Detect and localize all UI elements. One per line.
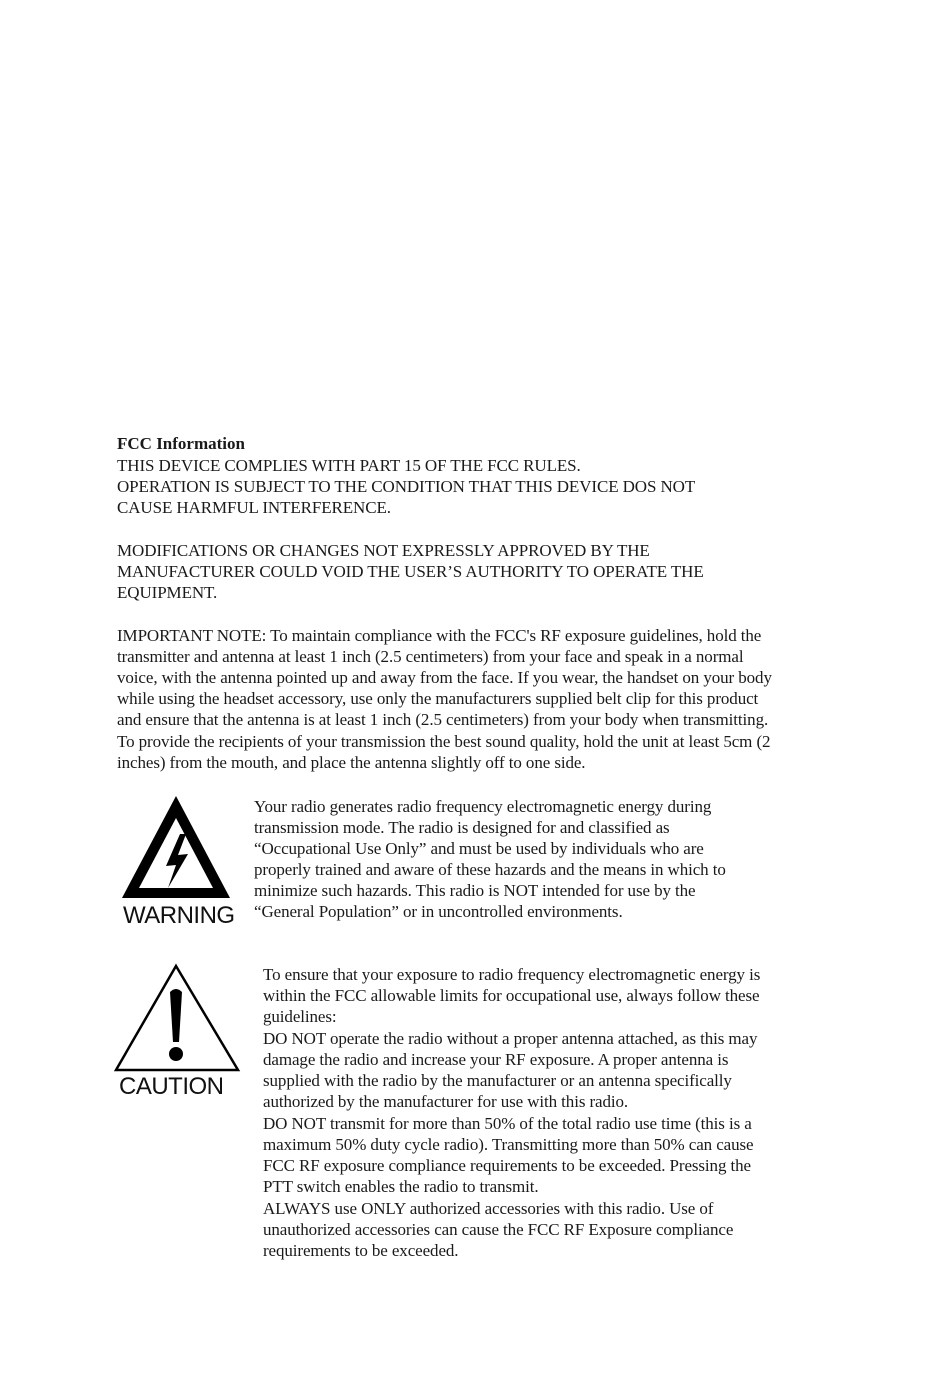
- caution-line: supplied with the radio by the manufacturer or an antenna specifically: [263, 1071, 732, 1090]
- caution-icon-label: CAUTION: [119, 1073, 224, 1100]
- fcc-information-title: FCC Information: [117, 434, 245, 453]
- caution-line: unauthorized accessories can cause the FCC RF Exposure compliance: [263, 1220, 734, 1239]
- caution-line: DO NOT transmit for more than 50% of the total radio use time (this is a: [263, 1114, 752, 1133]
- warning-line: “Occupational Use Only” and must be used by individuals who are: [254, 839, 704, 858]
- caution-line: authorized by the manufacturer for use with this radio.: [263, 1092, 629, 1111]
- important-note-line: transmitter and antenna at least 1 inch (2.5 centimeters) from your face and speak in a normal: [117, 647, 744, 666]
- compliance-line: OPERATION IS SUBJECT TO THE CONDITION THAT THIS DEVICE DOS NOT: [117, 477, 696, 496]
- caution-line: FCC RF exposure compliance requirements to be exceeded. Pressing the: [263, 1156, 751, 1175]
- warning-line: transmission mode. The radio is designed for and classified as: [254, 818, 670, 837]
- modification-line: MODIFICATIONS OR CHANGES NOT EXPRESSLY APPROVED BY THE: [117, 541, 650, 560]
- caution-line: ALWAYS use ONLY authorized accessories with this radio. Use of: [263, 1199, 714, 1218]
- important-note-line: To provide the recipients of your transmission the best sound quality, hold the unit at least 5cm (2: [117, 732, 771, 751]
- important-note-line: while using the headset accessory, use only the manufacturers supplied belt clip for this product: [117, 689, 759, 708]
- caution-line: requirements to be exceeded.: [263, 1241, 459, 1260]
- important-note-line: inches) from the mouth, and place the antenna slightly off to one side.: [117, 753, 586, 772]
- warning-line: Your radio generates radio frequency electromagnetic energy during: [254, 797, 712, 816]
- important-note-line: and ensure that the antenna is at least 1 inch (2.5 centimeters) from your body when transmitting.: [117, 710, 769, 729]
- caution-line: guidelines:: [263, 1007, 337, 1026]
- caution-line: To ensure that your exposure to radio frequency electromagnetic energy is: [263, 965, 761, 984]
- warning-line: properly trained and aware of these hazards and the means in which to: [254, 860, 726, 879]
- caution-line: DO NOT operate the radio without a proper antenna attached, as this may: [263, 1029, 758, 1048]
- modification-line: MANUFACTURER COULD VOID THE USER’S AUTHORITY TO OPERATE THE: [117, 562, 704, 581]
- modification-line: EQUIPMENT.: [117, 583, 218, 602]
- caution-line: PTT switch enables the radio to transmit.: [263, 1177, 539, 1196]
- warning-line: “General Population” or in uncontrolled environments.: [254, 902, 623, 921]
- compliance-line: THIS DEVICE COMPLIES WITH PART 15 OF THE FCC RULES.: [117, 456, 581, 475]
- compliance-line: CAUSE HARMFUL INTERFERENCE.: [117, 498, 391, 517]
- warning-triangle-icon: [118, 792, 238, 907]
- caution-line: within the FCC allowable limits for occupational use, always follow these: [263, 986, 760, 1005]
- caution-exclamation-icon: [114, 962, 242, 1074]
- warning-line: minimize such hazards. This radio is NOT intended for use by the: [254, 881, 696, 900]
- caution-line: maximum 50% duty cycle radio). Transmitting more than 50% can cause: [263, 1135, 754, 1154]
- important-note-line: IMPORTANT NOTE: To maintain compliance with the FCC's RF exposure guidelines, hold the: [117, 626, 762, 645]
- warning-icon-label: WARNING: [123, 902, 235, 929]
- caution-line: damage the radio and increase your RF exposure. A proper antenna is: [263, 1050, 729, 1069]
- important-note-line: voice, with the antenna pointed up and away from the face. If you wear, the handset on your body: [117, 668, 772, 687]
